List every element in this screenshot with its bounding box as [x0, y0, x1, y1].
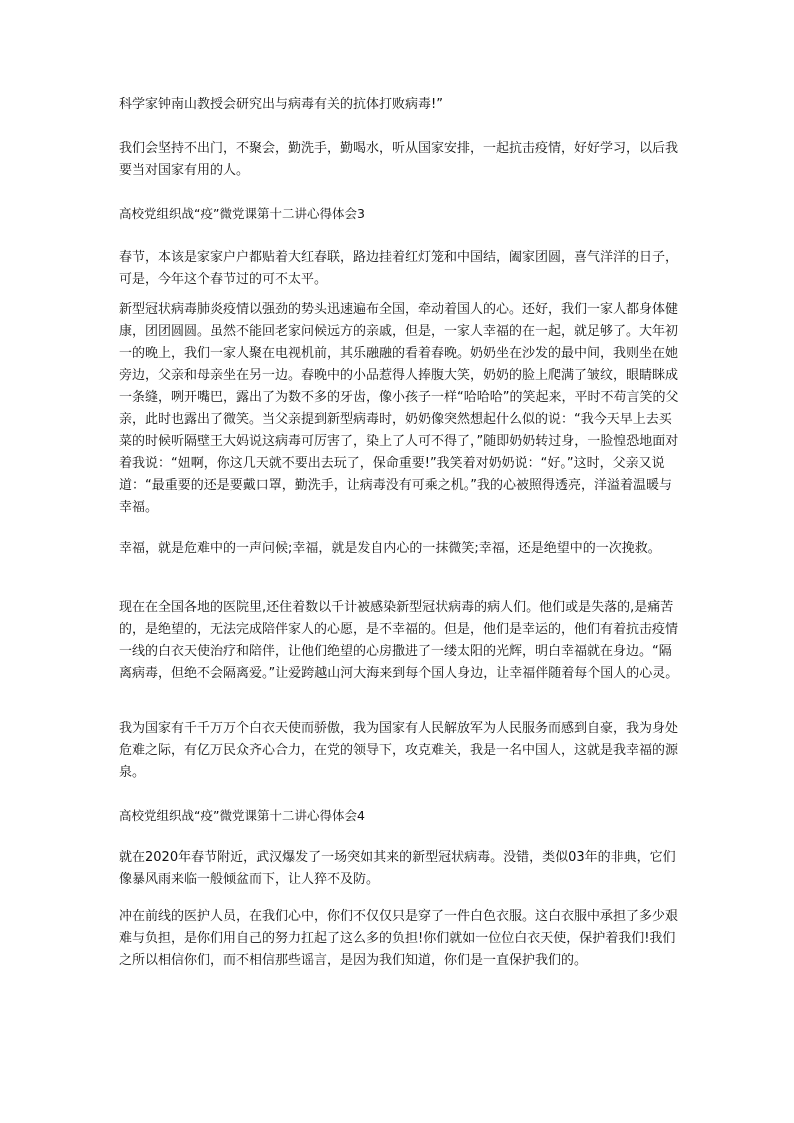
paragraph-hospitals: 现在在全国各地的医院里,还住着数以千计被感染新型冠状病毒的病人们。他们或是失落的,是痛苦的，是绝望的，无法完成陪伴家人的心愿，是不幸福的。但是，他们是幸运的，他们有着抗击疫情一线的白衣天使治疗和陪伴，让他们绝望的心房撒进了一缕太阳的光辉，明白幸福就在身边。“隔离病毒，但绝不会隔离爱。”让爱跨越山河大海来到每个国人身边，让幸福伴随着每个国人的心灵。 — [119, 600, 679, 681]
paragraph-happiness: 幸福，就是危难中的一声问候;幸福，就是发自内心的一抹微笑;幸福，还是绝望中的一次挽救。 — [119, 541, 661, 556]
section-heading-4: 高校党组织战“疫”微党课第十二讲心得体会4 — [119, 808, 365, 823]
paragraph-family-gala: 新型冠状病毒肺炎疫情以强劲的势头迅速遍布全国，牵动着国人的心。还好，我们一家人都身体健康，团团圆圆。虽然不能回老家问候远方的亲戚，但是，一家人幸福的在一起，就足够了。大年初一的晚上，我们一家人聚在电视机前，其乐融融的看着春晚。奶奶坐在沙发的最中间，我则坐在她旁边，父亲和母亲坐在另一边。春晚中的小品惹得人捧腹大笑，奶奶的脸上爬满了皱纹，眼睛眯成一条缝，咧开嘴巴，露出了为数不多的牙齿，像小孩子一样“哈哈哈”的笑起来，平时不苟言笑的父亲，此时也露出了微笑。当父亲提到新型病毒时，奶奶像突然想起什么似的说：“我今天早上去买菜的时候听隔壁王大妈说这病毒可厉害了，染上了人可不得了，”随即奶奶转过身，一脸惶恐地面对着我说：“妞啊，你这几天就不要出去玩了，保命重要!”我笑着对奶奶说：“好。”这时，父亲又说道：“最重要的还是要戴口罩，勤洗手，让病毒没有可乘之机。”我的心被照得透亮，洋溢着温暖与幸福。 — [119, 302, 679, 515]
paragraph-proud: 我为国家有千千万万个白衣天使而骄傲，我为国家有人民解放军为人民服务而感到自豪，我为身处危难之际，有亿万民众齐心合力，在党的领导下，攻克难关，我是一名中国人，这就是我幸福的源泉。 — [119, 721, 679, 780]
section-heading-3: 高校党组织战“疫”微党课第十二讲心得体会3 — [119, 206, 365, 221]
paragraph-closing-quote: 科学家钟南山教授会研究出与病毒有关的抗体打败病毒!” — [119, 97, 443, 112]
paragraph-spring-festival: 春节，本该是家家户户都贴着大红春联，路边挂着红灯笼和中国结，阖家团圆，喜气洋洋的日子，可是，今年这个春节过的可不太平。 — [119, 250, 679, 287]
paragraph-wuhan-outbreak: 就在2020年春节附近，武汉爆发了一场突如其来的新型冠状病毒。没错，类似03年的非典，它们像暴风雨来临一般倾盆而下，让人猝不及防。 — [119, 850, 676, 887]
paragraph-medical-staff: 冲在前线的医护人员，在我们心中，你们不仅仅只是穿了一件白色衣服。这白衣服中承担了多少艰难与负担，是你们用自己的努力扛起了这么多的负担!你们就如一位位白衣天使，保护着我们!我们之所以相信你们，而不相信那些谣言，是因为我们知道，你们是一直保护我们的。 — [119, 909, 679, 968]
paragraph-stay-home: 我们会坚持不出门，不聚会，勤洗手，勤喝水，听从国家安排，一起抗击疫情，好好学习，以后我要当对国家有用的人。 — [119, 141, 679, 178]
